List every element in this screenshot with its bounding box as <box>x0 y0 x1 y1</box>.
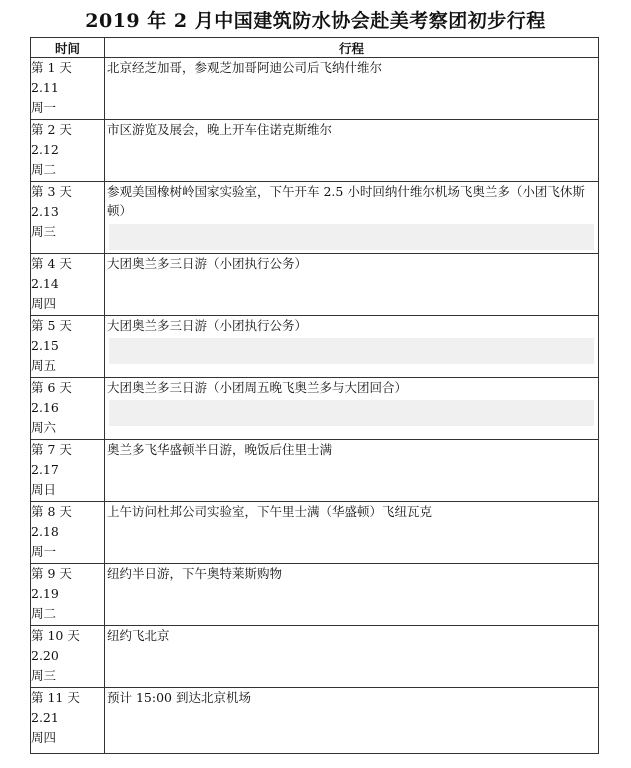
itinerary-cell <box>105 58 599 120</box>
page-title: 2019 年 2 月中国建筑防水协会赴美考察团初步行程 <box>85 10 546 32</box>
weekday-label: 周五 <box>31 358 57 373</box>
itinerary-cell <box>105 440 599 502</box>
weekday-label: 周日 <box>31 482 57 497</box>
empty-shaded-field <box>109 338 594 364</box>
day-label: 第 11 天 <box>31 690 80 705</box>
day-label: 第 8 天 <box>31 504 72 519</box>
table-row <box>31 626 599 688</box>
itinerary-cell <box>105 564 599 626</box>
itinerary-text: 参观美国橡树岭国家实验室，下午开车 2.5 小时回纳什维尔机场飞奥兰多（小团飞休斯顿） <box>107 184 585 218</box>
weekday-label: 周四 <box>31 730 57 745</box>
table-row <box>31 182 599 254</box>
day-label: 第 4 天 <box>31 256 72 271</box>
day-label: 第 10 天 <box>31 628 80 643</box>
itinerary-cell <box>105 688 599 754</box>
itinerary-text: 大团奥兰多三日游（小团执行公务） <box>107 256 308 271</box>
itinerary-cell <box>105 378 599 440</box>
itinerary-cell <box>105 182 599 254</box>
time-cell <box>31 316 105 378</box>
time-cell <box>31 254 105 316</box>
itinerary-text: 奥兰多飞华盛顿半日游，晚饭后住里士满 <box>107 442 333 457</box>
table-row <box>31 378 599 440</box>
weekday-label: 周二 <box>31 606 57 621</box>
table-row <box>31 502 599 564</box>
itinerary-text: 纽约半日游，下午奥特莱斯购物 <box>107 566 283 581</box>
day-label: 第 1 天 <box>31 60 72 75</box>
date-label: 2.21 <box>31 710 59 725</box>
date-label: 2.16 <box>31 400 59 415</box>
date-label: 2.14 <box>31 276 59 291</box>
itinerary-text: 大团奥兰多三日游（小团周五晚飞奥兰多与大团回合） <box>107 380 408 395</box>
date-label: 2.15 <box>31 338 59 353</box>
time-cell <box>31 626 105 688</box>
itinerary-text: 预计 15:00 到达北京机场 <box>107 690 251 705</box>
itinerary-cell <box>105 120 599 182</box>
date-label: 2.20 <box>31 648 59 663</box>
weekday-label: 周一 <box>31 100 57 115</box>
table-header-row <box>31 38 599 58</box>
itinerary-text: 上午访问杜邦公司实验室，下午里士满（华盛顿）飞纽瓦克 <box>107 504 433 519</box>
day-label: 第 2 天 <box>31 122 72 137</box>
itinerary-cell <box>105 316 599 378</box>
table-row <box>31 254 599 316</box>
table-row <box>31 688 599 754</box>
itinerary-cell <box>105 626 599 688</box>
itinerary-table <box>30 37 599 754</box>
empty-shaded-field <box>109 224 594 250</box>
column-header-itinerary: 行程 <box>105 38 599 58</box>
empty-shaded-field <box>109 400 594 426</box>
itinerary-cell <box>105 502 599 564</box>
time-cell <box>31 502 105 564</box>
date-label: 2.17 <box>31 462 59 477</box>
time-cell <box>31 120 105 182</box>
itinerary-text: 北京经芝加哥，参观芝加哥阿迪公司后飞纳什维尔 <box>107 60 383 75</box>
day-label: 第 5 天 <box>31 318 72 333</box>
date-label: 2.18 <box>31 524 59 539</box>
itinerary-text: 纽约飞北京 <box>107 628 170 643</box>
weekday-label: 周四 <box>31 296 57 311</box>
table-row <box>31 58 599 120</box>
weekday-label: 周六 <box>31 420 57 435</box>
time-cell <box>31 564 105 626</box>
day-label: 第 7 天 <box>31 442 72 457</box>
table-row <box>31 120 599 182</box>
time-cell <box>31 378 105 440</box>
time-cell <box>31 440 105 502</box>
date-label: 2.12 <box>31 142 59 157</box>
weekday-label: 周一 <box>31 544 57 559</box>
time-cell <box>31 58 105 120</box>
itinerary-cell <box>105 254 599 316</box>
weekday-label: 周三 <box>31 224 57 239</box>
date-label: 2.13 <box>31 204 59 219</box>
time-cell <box>31 182 105 254</box>
time-cell <box>31 688 105 754</box>
itinerary-text: 市区游览及展会，晚上开车住诺克斯维尔 <box>107 122 333 137</box>
day-label: 第 3 天 <box>31 184 72 199</box>
column-header-time: 时间 <box>31 38 105 58</box>
date-label: 2.19 <box>31 586 59 601</box>
weekday-label: 周二 <box>31 162 57 177</box>
table-row <box>31 564 599 626</box>
itinerary-text: 大团奥兰多三日游（小团执行公务） <box>107 318 308 333</box>
day-label: 第 6 天 <box>31 380 72 395</box>
date-label: 2.11 <box>31 80 59 95</box>
day-label: 第 9 天 <box>31 566 72 581</box>
weekday-label: 周三 <box>31 668 57 683</box>
table-row <box>31 440 599 502</box>
table-row <box>31 316 599 378</box>
